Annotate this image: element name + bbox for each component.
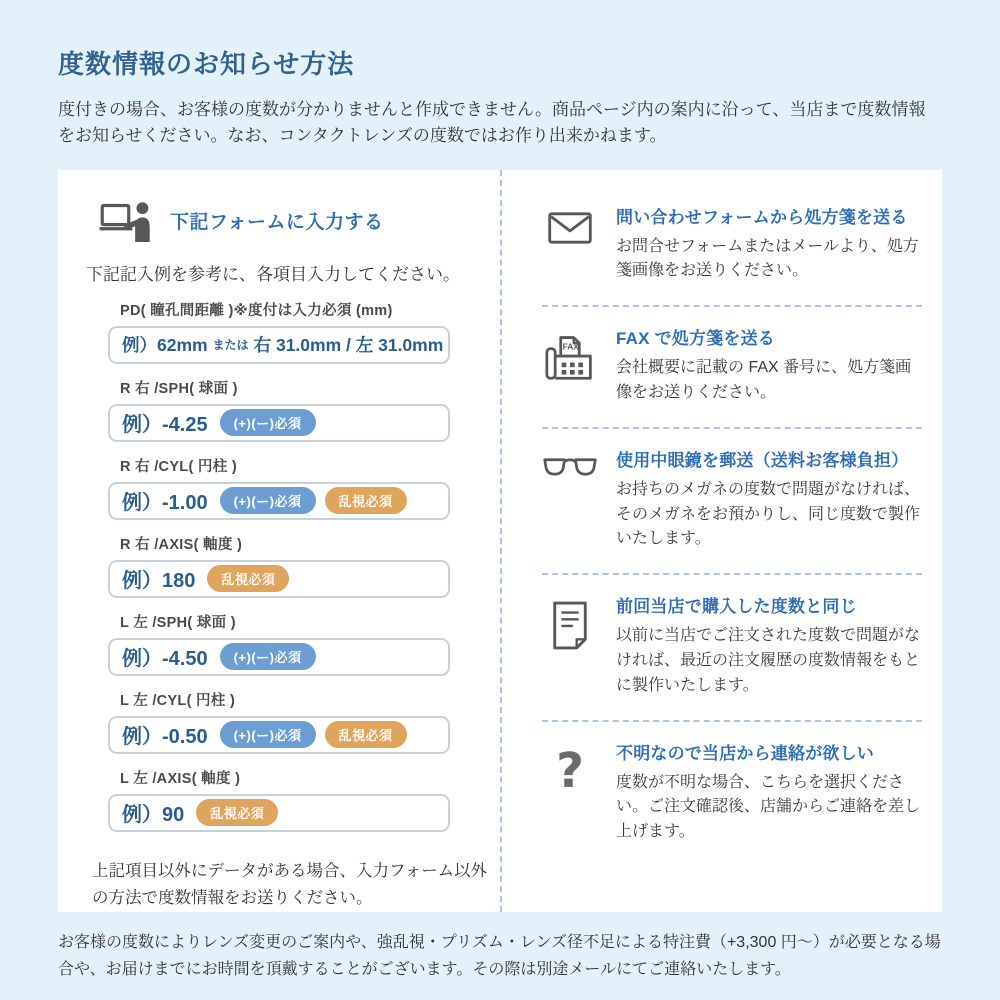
form-note: 上記項目以外にデータがある場合、入力フォーム以外の方法で度数情報をお送りください。 xyxy=(92,861,488,907)
field-example-or: または xyxy=(212,338,249,353)
method-text xyxy=(616,446,922,552)
method-title: FAX で処方箋を送る xyxy=(616,329,775,349)
svg-text:FAX: FAX xyxy=(562,341,579,352)
mail-icon xyxy=(547,211,593,245)
field-example-value: 例）180 xyxy=(122,570,196,593)
field-example-box xyxy=(108,560,450,598)
intro-text: 度付きの場合、お客様の度数が分かりませんと作成できません。商品ページ内の案内に沿って、当店まで度数情報をお知らせください。なお、コンタクトレンズの度数ではお作り出来かねます。 xyxy=(58,100,926,146)
form-example-column xyxy=(58,170,500,912)
form-field xyxy=(108,767,450,832)
method-text xyxy=(616,203,922,285)
method-title: 使用中眼鏡を郵送（送料お客様負担） xyxy=(616,450,909,470)
method-item xyxy=(542,722,922,866)
field-badges xyxy=(220,487,407,514)
astigmatism-required-badge: 乱視必須 xyxy=(207,565,289,592)
method-text xyxy=(616,739,922,845)
form-subtitle: 下記記入例を参考に、各項目入力してください。 xyxy=(86,264,460,284)
method-title: 不明なので当店から連絡が欲しい xyxy=(616,743,874,763)
method-icon-slot xyxy=(542,211,598,245)
method-icon-slot xyxy=(542,742,598,799)
field-badges xyxy=(220,409,316,436)
document-icon xyxy=(549,600,591,650)
plus-minus-required-badge: (+)(ー)必須 xyxy=(220,487,316,514)
method-item xyxy=(542,186,922,308)
form-field xyxy=(108,611,450,676)
astigmatism-required-badge: 乱視必須 xyxy=(196,799,278,826)
field-label: R 右 /CYL( 円柱 ) xyxy=(120,458,237,475)
field-example-box xyxy=(108,638,450,676)
methods-panel xyxy=(58,170,942,912)
method-body: 度数が不明な場合、こちらを選択ください。ご注文確認後、店舗からご連絡を差し上げます。 xyxy=(616,773,921,841)
form-field xyxy=(108,689,450,754)
plus-minus-required-badge: (+)(ー)必須 xyxy=(220,409,316,436)
field-example-box xyxy=(108,326,450,364)
method-body: お問合せフォームまたはメールより、処方箋画像をお送りください。 xyxy=(616,237,919,280)
field-label: PD( 瞳孔間距離 )※度付は入力必須 (mm) xyxy=(120,302,393,319)
method-icon-slot xyxy=(542,454,598,480)
question-icon: ? xyxy=(556,742,584,799)
method-body: 会社概要に記載の FAX 番号に、処方箋画像をお送りください。 xyxy=(616,359,912,402)
field-badges xyxy=(207,565,289,592)
method-text xyxy=(616,324,922,406)
person-computer-icon xyxy=(98,200,154,242)
field-example-value: 例）62mm xyxy=(122,335,208,356)
plus-minus-required-badge: (+)(ー)必須 xyxy=(220,721,316,748)
glasses-icon xyxy=(542,454,598,480)
field-example-box xyxy=(108,716,450,754)
fax-icon xyxy=(544,332,596,382)
method-item xyxy=(542,307,922,429)
field-example-box xyxy=(108,482,450,520)
method-text xyxy=(616,592,922,698)
field-example-value: 例）-4.50 xyxy=(122,648,208,671)
field-label: R 右 /AXIS( 軸度 ) xyxy=(120,536,243,553)
field-example-value: 例）-0.50 xyxy=(122,726,208,749)
field-example-value: 例）-4.25 xyxy=(122,414,208,437)
method-title: 前回当店で購入した度数と同じ xyxy=(616,597,857,617)
astigmatism-required-badge: 乱視必須 xyxy=(325,487,407,514)
method-body: お持ちのメガネの度数で問題がなければ、そのメガネをお預かりし、同じ度数で製作いたします。 xyxy=(616,480,921,548)
method-icon-slot xyxy=(542,600,598,650)
method-item xyxy=(542,575,922,721)
field-example-box xyxy=(108,404,450,442)
field-label: L 左 /CYL( 円柱 ) xyxy=(120,692,236,709)
field-example-value: 例）-1.00 xyxy=(122,492,208,515)
field-label: L 左 /SPH( 球面 ) xyxy=(120,614,236,631)
form-section-header xyxy=(98,200,472,242)
plus-minus-required-badge: (+)(ー)必須 xyxy=(220,643,316,670)
field-badges xyxy=(220,643,316,670)
footer-note: お客様の度数によりレンズ変更のご案内や、強乱視・プリズム・レンズ径不足による特注費（+3,300 円～）が必要となる場合や、お届けまでにお時間を頂戴することがございます。その際は別途メールにてご連絡いたします。 xyxy=(58,934,941,978)
method-icon-slot xyxy=(542,332,598,382)
form-field xyxy=(108,377,450,442)
form-field xyxy=(108,299,450,364)
page-title: 度数情報のお知らせ方法 xyxy=(58,49,355,79)
method-body: 以前に当店でご注文された度数で問題がなければ、最近の注文履歴の度数情報をもとに製作いたします。 xyxy=(616,627,921,694)
form-field xyxy=(108,533,450,598)
form-fields xyxy=(108,299,450,832)
form-section-title: 下記フォームに入力する xyxy=(170,212,384,234)
field-badges xyxy=(220,721,407,748)
astigmatism-required-badge: 乱視必須 xyxy=(325,721,407,748)
methods-list xyxy=(500,170,942,912)
method-item xyxy=(542,429,922,575)
method-title: 問い合わせフォームから処方箋を送る xyxy=(616,207,908,227)
field-label: R 右 /SPH( 球面 ) xyxy=(120,380,238,397)
field-badges xyxy=(196,799,278,826)
field-label: L 左 /AXIS( 軸度 ) xyxy=(120,770,241,787)
field-example-value: 例）90 xyxy=(122,804,185,827)
field-example-value2: 右 31.0mm / 左 31.0mm xyxy=(253,335,444,356)
field-example-box xyxy=(108,794,450,832)
form-field xyxy=(108,455,450,520)
